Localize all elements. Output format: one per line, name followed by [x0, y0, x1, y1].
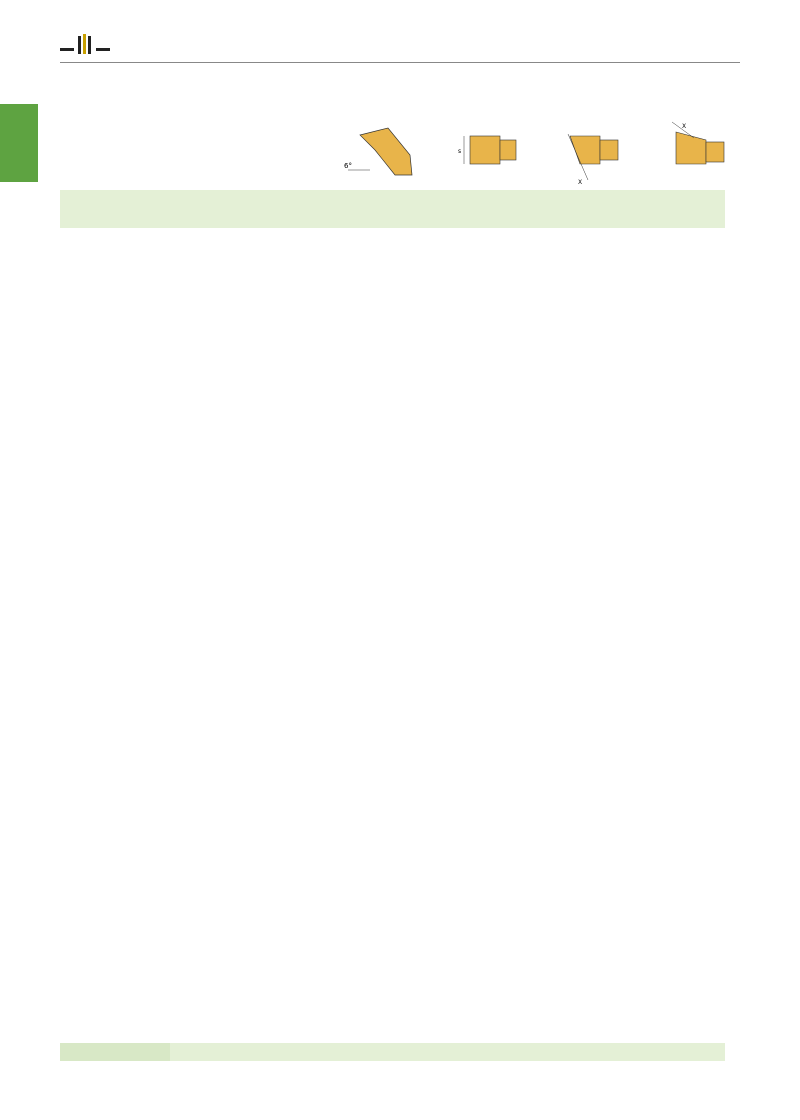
walter-select-label — [60, 1043, 170, 1061]
svg-text:X: X — [578, 179, 583, 186]
svg-text:6°: 6° — [344, 162, 352, 170]
walter-select-bar — [60, 1043, 725, 1061]
svg-text:X: X — [682, 123, 687, 130]
svg-text:s: s — [458, 148, 462, 155]
